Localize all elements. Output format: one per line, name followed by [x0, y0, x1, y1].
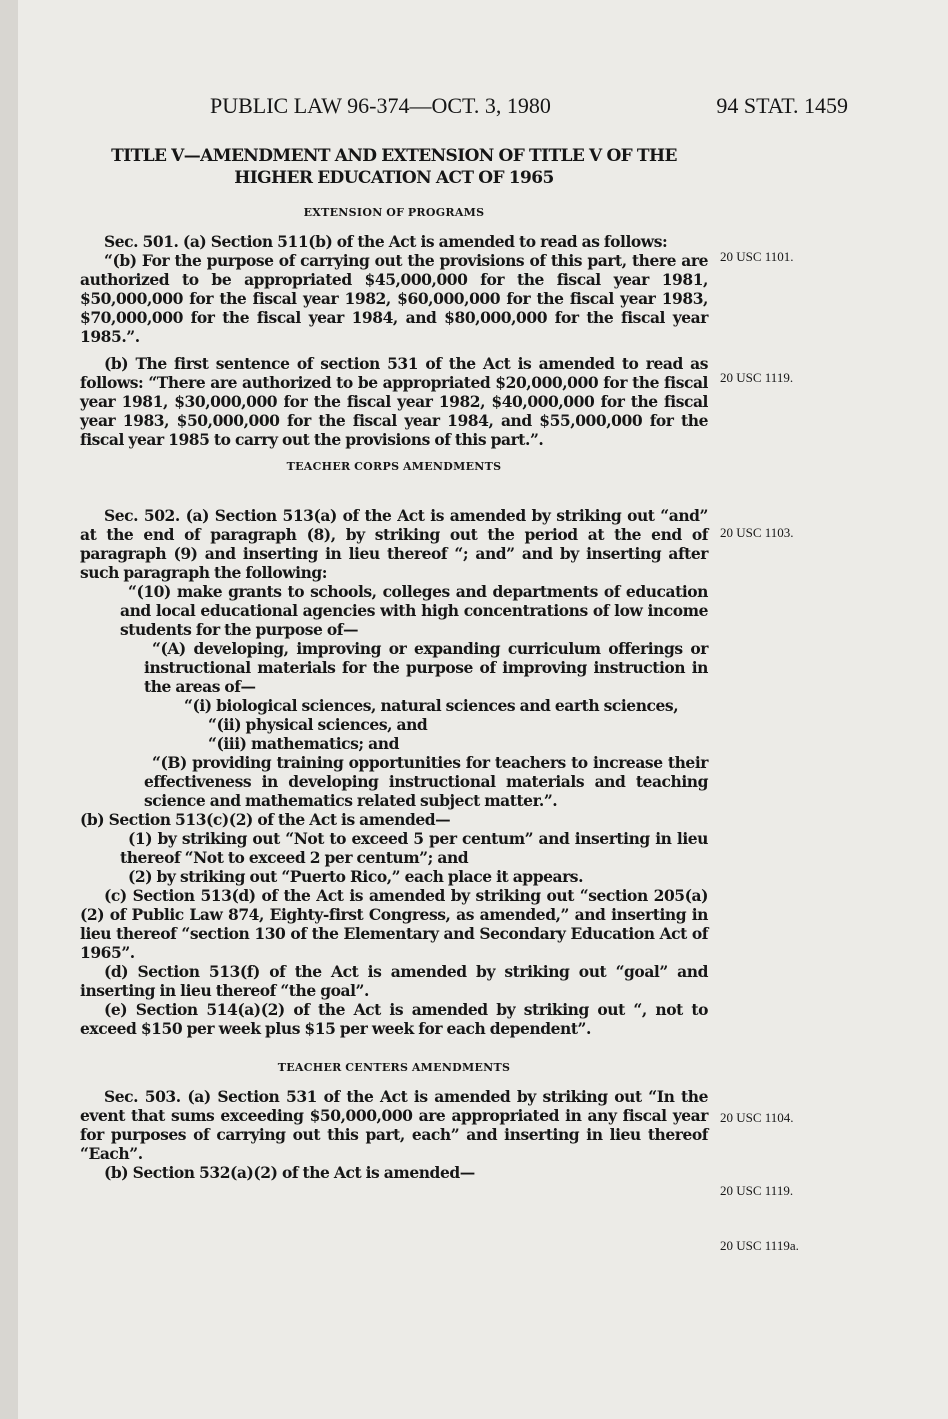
para-502a-10: “(10) make grants to schools, colleges and departments of education and local educational agencies with high concentrations of low income students for the purpose of—: [120, 582, 708, 639]
para-502a-A: “(A) developing, improving or expanding curriculum offerings or instructional materials for the purpose of improving instruction in the areas of—: [144, 639, 708, 696]
para-502a-iii: “(iii) mathematics; and: [208, 734, 399, 753]
para-502a: Sec. 502. (a) Section 513(a) of the Act is amended by striking out “and” at the end of paragraph (8), by striking out the period at the end of paragraph (9) and inserting in lieu thereof “; and” and by inserting after such paragraph the following:: [80, 506, 708, 582]
para-502e: (e) Section 514(a)(2) of the Act is amended by striking out “, not to exceed $150 per week plus $15 per week for each dependent”.: [80, 1000, 708, 1038]
title-line-1: TITLE V—AMENDMENT AND EXTENSION OF TITLE V OF THE: [111, 146, 677, 166]
margin-note: 20 USC 1119.: [720, 370, 794, 385]
para-501a: Sec. 501. (a) Section 511(b) of the Act is amended to read as follows:: [104, 232, 668, 251]
header-left: PUBLIC LAW 96-374—OCT. 3, 1980: [210, 93, 551, 118]
para-503b: (b) Section 532(a)(2) of the Act is amended—: [104, 1163, 475, 1182]
title: [80, 145, 708, 189]
para-501b: (b) The first sentence of section 531 of the Act is amended to read as follows: “There are authorized to be appropriated $20,000,000 for the fiscal year 1981, $30,000,000 for the fiscal year 1982, $40,000,000 for the fiscal year 1983, $50,000,000 for the fiscal year 1984, and $55,000,000 for the fiscal year 1985 to carry out the provisions of this part.”.: [80, 354, 708, 449]
para-502a-B: “(B) providing training opportunities for teachers to increase their effectiveness in developing instructional materials and teaching science and mathematics related subject matter.”.: [144, 753, 708, 810]
para-502d: (d) Section 513(f) of the Act is amended by striking out “goal” and inserting in lieu thereof “the goal”.: [80, 962, 708, 1000]
page-edge: [0, 0, 18, 1419]
heading-teacher-corps: TEACHER CORPS AMENDMENTS: [286, 460, 502, 473]
para-502a-ii: “(ii) physical sciences, and: [208, 715, 428, 734]
para-502c: (c) Section 513(d) of the Act is amended by striking out “section 205(a)(2) of Public Law 874, Eighty-first Congress, as amended,” and inserting in lieu thereof “section 130 of the Elementary and Secondary Education Act of 1965”.: [80, 886, 708, 962]
margin-note: 20 USC 1101.: [720, 249, 794, 264]
para-501a-text: “(b) For the purpose of carrying out the provisions of this part, there are authorized to be appropriated $45,000,000 for the fiscal year 1981, $50,000,000 for the fiscal year 1982, $60,000,000 for the fiscal year 1983, $70,000,000 for the fiscal year 1984, and $80,000,000 for the fiscal year 1985.”.: [80, 251, 708, 346]
para-502a-i: “(i) biological sciences, natural sciences and earth sciences,: [184, 696, 679, 715]
margin-note: 20 USC 1119a.: [720, 1238, 799, 1253]
title-line-2: HIGHER EDUCATION ACT OF 1965: [234, 168, 554, 188]
para-502b-2: (2) by striking out “Puerto Rico,” each place it appears.: [128, 867, 584, 886]
para-503a: Sec. 503. (a) Section 531 of the Act is amended by striking out “In the event that sums exceeding $50,000,000 are appropriated in any fiscal year for purposes of carrying out this part, each” and inserting in lieu thereof “Each”.: [80, 1087, 708, 1163]
heading-teacher-centers: TEACHER CENTERS AMENDMENTS: [277, 1061, 511, 1074]
margin-note: 20 USC 1104.: [720, 1110, 794, 1125]
para-502b: (b) Section 513(c)(2) of the Act is amended—: [80, 810, 451, 829]
header-right: 94 STAT. 1459: [716, 93, 848, 118]
para-502b-1: (1) by striking out “Not to exceed 5 per centum” and inserting in lieu thereof “Not to exceed 2 per centum”; and: [120, 829, 708, 867]
margin-note: 20 USC 1103.: [720, 525, 794, 540]
margin-note: 20 USC 1119.: [720, 1183, 794, 1198]
heading-extension: EXTENSION OF PROGRAMS: [303, 206, 485, 219]
running-header: [80, 93, 848, 129]
document-body: [80, 145, 708, 1182]
